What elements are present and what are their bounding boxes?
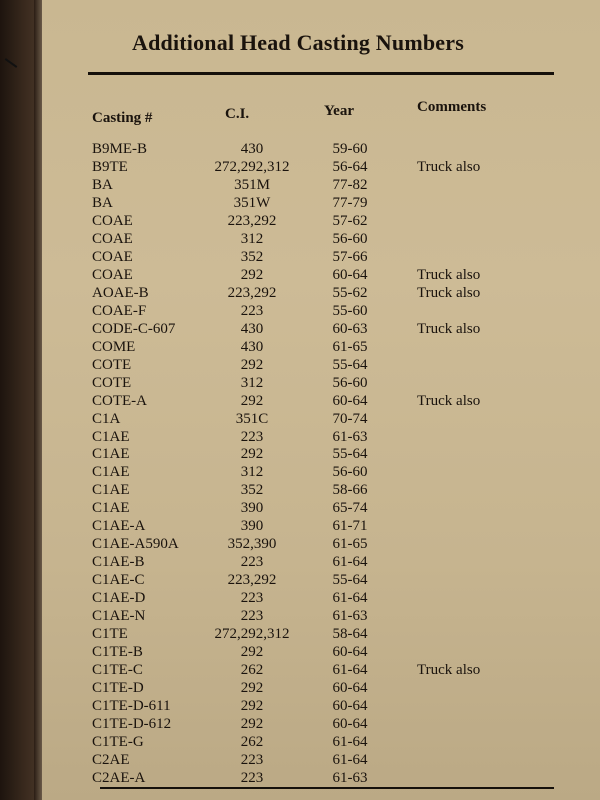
cell-casting: COTE: [92, 374, 132, 391]
table-row: [42, 374, 600, 392]
table-row: [42, 751, 600, 769]
cell-year: 60-64: [332, 698, 368, 715]
cell-casting: COTE-A: [92, 392, 147, 409]
table-row: [42, 661, 600, 679]
cell-ci: 262: [240, 662, 264, 679]
cell-casting: C2AE-A: [92, 769, 146, 786]
table-row: [42, 428, 600, 446]
table-row: [42, 158, 600, 176]
table-row: [42, 410, 600, 428]
cell-ci: 292: [240, 446, 264, 463]
cell-casting: COTE: [92, 356, 132, 373]
cell-ci: 351C: [235, 410, 269, 427]
cell-year: 56-60: [332, 374, 368, 391]
cell-casting: C1TE-D-611: [92, 698, 171, 715]
cell-ci: 223: [240, 428, 264, 445]
table-row: [42, 194, 600, 212]
cell-ci: 223,292: [227, 212, 277, 229]
table-row: [42, 697, 600, 715]
table-row: [42, 338, 600, 356]
cell-comment: Truck also: [417, 392, 481, 409]
cell-casting: C1TE-B: [92, 644, 143, 661]
book-page: [42, 0, 600, 800]
cell-casting: C1AE: [92, 428, 130, 445]
cell-ci: 351W: [233, 194, 271, 211]
table-row: [42, 445, 600, 463]
cell-year: 77-79: [332, 194, 368, 211]
cell-ci: 430: [240, 338, 264, 355]
cell-comment: Truck also: [417, 284, 481, 301]
cell-ci: 312: [240, 464, 264, 481]
cell-casting: CODE-C-607: [92, 320, 176, 337]
cell-casting: C1TE: [92, 626, 128, 643]
cell-year: 58-64: [332, 626, 368, 643]
table-row: [42, 517, 600, 535]
cell-casting: COAE: [92, 266, 133, 283]
cell-year: 60-64: [332, 266, 368, 283]
cell-casting: COME: [92, 338, 136, 355]
cell-ci: 223,292: [227, 572, 277, 589]
cell-ci: 272,292,312: [214, 158, 290, 175]
cell-ci: 352,390: [227, 536, 277, 553]
cell-casting: C1AE-A590A: [92, 536, 179, 553]
table-row: [42, 230, 600, 248]
cell-ci: 223: [240, 769, 264, 786]
table-row: [42, 625, 600, 643]
table-row: [42, 499, 600, 517]
cell-casting: C1AE: [92, 446, 130, 463]
table-row: [42, 248, 600, 266]
table-row: [42, 679, 600, 697]
cell-casting: COAE: [92, 230, 133, 247]
table-row: [42, 463, 600, 481]
table-row: [42, 176, 600, 194]
table-row: [42, 571, 600, 589]
cell-ci: 390: [240, 518, 264, 535]
header-comments: Comments: [417, 99, 487, 115]
cell-ci: 292: [240, 680, 264, 697]
cell-casting: C1AE-B: [92, 554, 145, 571]
cell-casting: C1AE-N: [92, 608, 146, 625]
cell-ci: 292: [240, 698, 264, 715]
cell-ci: 223: [240, 751, 264, 768]
table-row: [42, 553, 600, 571]
cell-comment: Truck also: [417, 158, 481, 175]
cell-year: 61-64: [332, 733, 368, 750]
cell-year: 56-64: [332, 158, 368, 175]
cell-year: 61-65: [332, 536, 368, 553]
cell-year: 70-74: [332, 410, 368, 427]
table-row: [42, 212, 600, 230]
cell-comment: Truck also: [417, 320, 481, 337]
cell-ci: 292: [240, 356, 264, 373]
cell-year: 58-66: [332, 482, 368, 499]
cell-ci: 292: [240, 644, 264, 661]
cell-casting: C1TE-G: [92, 733, 144, 750]
cell-year: 60-64: [332, 716, 368, 732]
cell-ci: 312: [240, 374, 264, 391]
cell-year: 61-64: [332, 751, 368, 768]
table-row: [42, 392, 600, 410]
table-row: [42, 266, 600, 284]
cell-ci: 390: [240, 500, 264, 517]
cell-casting: BA: [92, 194, 113, 211]
cell-ci: 272,292,312: [214, 626, 290, 643]
table-row: [42, 284, 600, 302]
cell-casting: AOAE-B: [92, 284, 149, 301]
cell-ci: 262: [240, 733, 264, 750]
cell-year: 60-63: [332, 320, 368, 337]
table-row: [42, 589, 600, 607]
bottom-rule: [100, 787, 554, 789]
cell-year: 60-64: [332, 680, 368, 697]
cell-year: 61-63: [332, 428, 368, 445]
table-row: [42, 643, 600, 661]
table-row: [42, 769, 600, 787]
cell-year: 61-63: [332, 769, 368, 786]
cell-ci: 292: [240, 392, 264, 409]
cell-casting: C2AE: [92, 751, 130, 768]
cell-casting: C1AE: [92, 482, 130, 499]
cell-year: 57-62: [332, 212, 368, 229]
cell-casting: COAE: [92, 212, 133, 229]
cell-casting: COAE-F: [92, 302, 147, 319]
cell-year: 60-64: [332, 392, 368, 409]
header-casting: Casting #: [92, 110, 153, 126]
cell-ci: 292: [240, 266, 264, 283]
cell-year: 55-62: [332, 284, 368, 301]
cell-casting: B9ME-B: [92, 141, 148, 157]
cell-ci: 352: [240, 482, 264, 499]
cell-casting: C1AE-D: [92, 590, 146, 607]
cell-casting: C1A: [92, 410, 121, 427]
table-row: [42, 302, 600, 320]
table-row: [42, 715, 600, 733]
casting-table: [42, 140, 600, 787]
cell-ci: 223: [240, 590, 264, 607]
cell-ci: 430: [240, 320, 264, 337]
cell-year: 56-60: [332, 230, 368, 247]
cell-year: 59-60: [332, 141, 368, 157]
cell-casting: C1TE-C: [92, 662, 143, 679]
cell-year: 61-71: [332, 518, 368, 535]
cell-year: 55-60: [332, 302, 368, 319]
cell-year: 61-64: [332, 662, 368, 679]
title-rule: [88, 72, 554, 75]
cell-casting: C1AE-C: [92, 572, 145, 589]
cell-year: 56-60: [332, 464, 368, 481]
cell-casting: C1AE: [92, 464, 130, 481]
cell-ci: 312: [240, 230, 264, 247]
cell-casting: COAE: [92, 248, 133, 265]
page-gutter: [34, 0, 42, 800]
table-row: [42, 481, 600, 499]
cell-year: 60-64: [332, 644, 368, 661]
table-row: [42, 733, 600, 751]
cell-ci: 430: [240, 141, 264, 157]
page-title: Additional Head Casting Numbers: [132, 30, 464, 55]
cell-year: 55-64: [332, 356, 368, 373]
cell-ci: 223: [240, 554, 264, 571]
cell-casting: C1AE-A: [92, 518, 146, 535]
table-row: [42, 607, 600, 625]
cell-year: 61-63: [332, 608, 368, 625]
cell-ci: 223: [240, 608, 264, 625]
cell-casting: C1TE-D: [92, 680, 144, 697]
table-row: [42, 535, 600, 553]
cell-ci: 352: [240, 248, 264, 265]
cell-casting: C1TE-D-612: [92, 716, 172, 732]
cell-ci: 292: [240, 716, 264, 732]
cell-ci: 351M: [234, 176, 270, 193]
table-row: [42, 140, 600, 158]
table-row: [42, 356, 600, 374]
cell-ci: 223: [240, 302, 264, 319]
cell-comment: Truck also: [417, 662, 481, 679]
cell-ci: 223,292: [227, 284, 277, 301]
cell-year: 57-66: [332, 248, 368, 265]
cell-year: 55-64: [332, 446, 368, 463]
table-row: [42, 320, 600, 338]
cell-year: 61-65: [332, 338, 368, 355]
cell-year: 65-74: [332, 500, 368, 517]
header-ci: C.I.: [225, 106, 250, 122]
cell-casting: B9TE: [92, 158, 128, 175]
cell-year: 61-64: [332, 590, 368, 607]
cell-year: 55-64: [332, 572, 368, 589]
cell-year: 61-64: [332, 554, 368, 571]
cell-year: 77-82: [332, 176, 368, 193]
cell-casting: BA: [92, 176, 113, 193]
header-year: Year: [324, 103, 354, 119]
cell-comment: Truck also: [417, 266, 481, 283]
cell-casting: C1AE: [92, 500, 130, 517]
